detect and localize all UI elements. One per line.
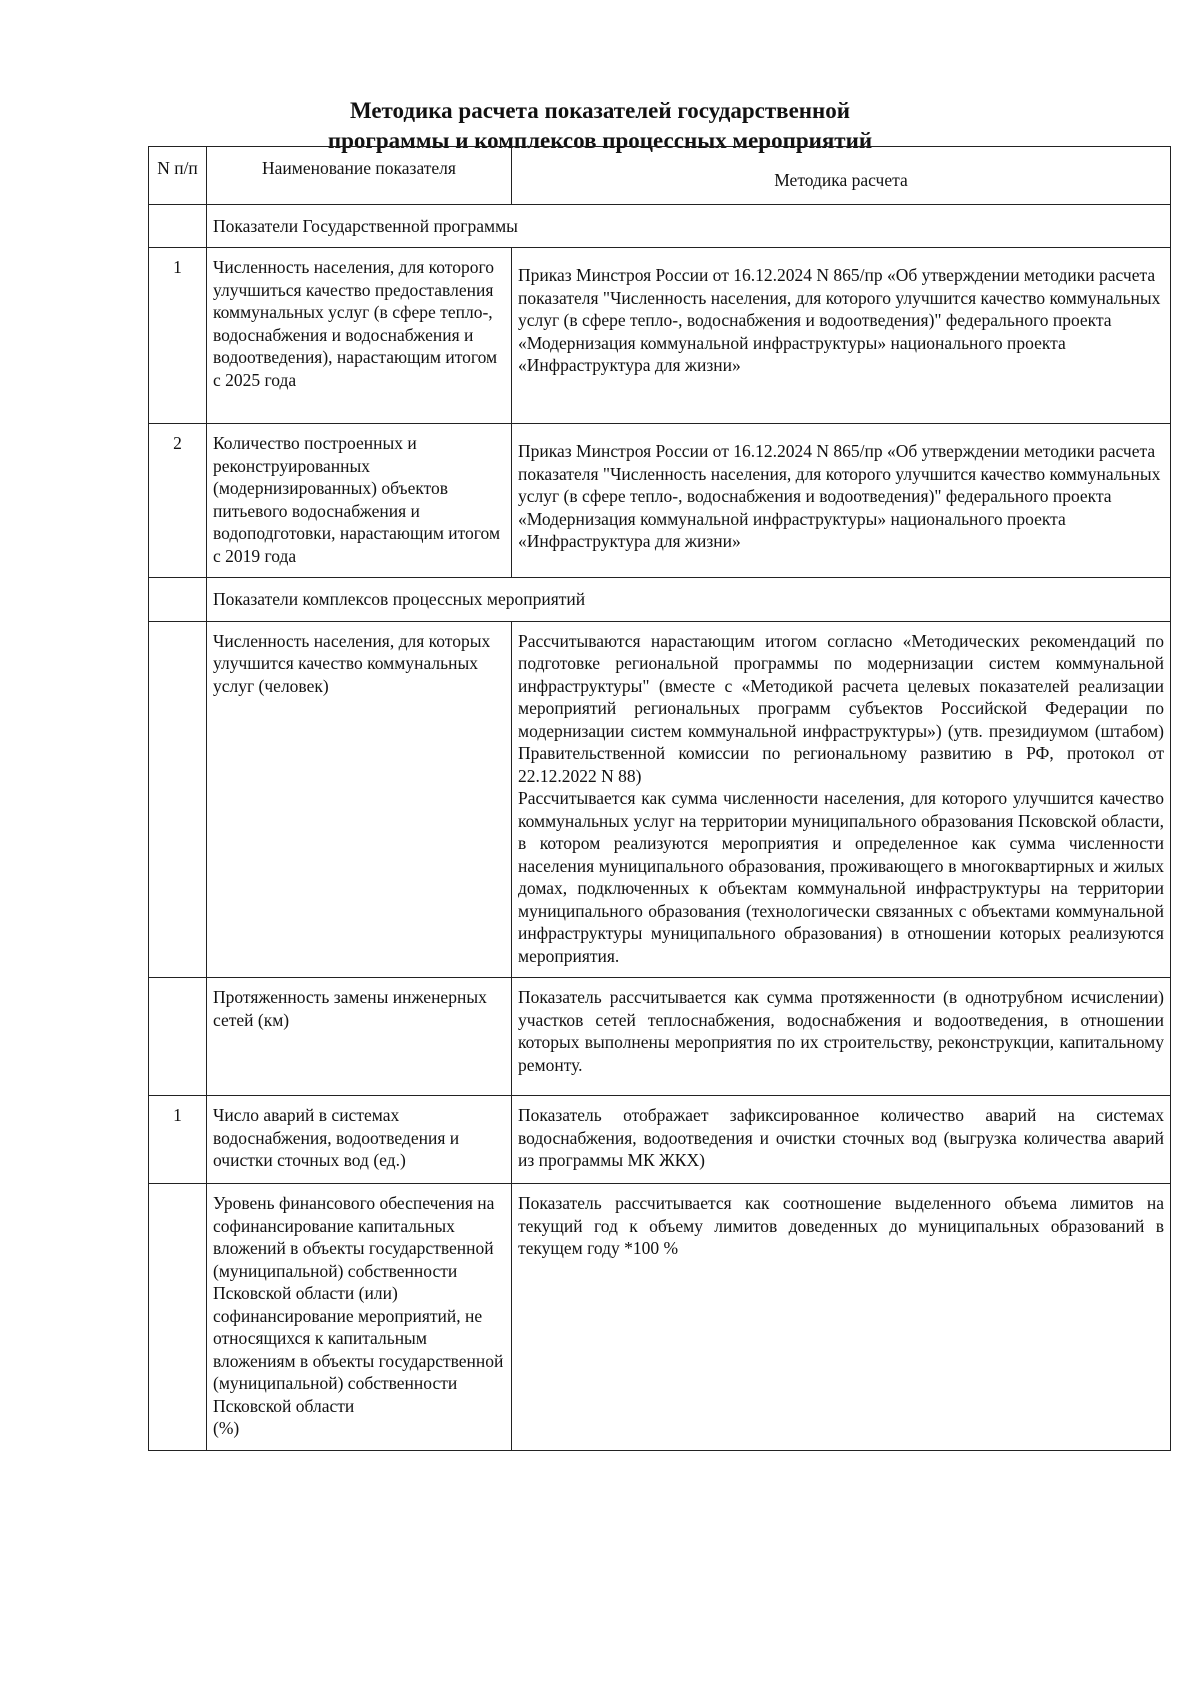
method-paragraph-1: Рассчитываются нарастающим итогом согласно «Методических рекомендаций по подготовке региональной программы по модернизации систем коммунальной инфраструктуры" (вместе с «Методикой расчета целевых показателей реализации мероприятий региональных программ субъектов Российской Федерации по модернизации систем коммунальной инфраструктуры») (утв. президиумом (штабом) Правительственной комиссии по региональному развитию в РФ, протокол от 22.12.2022 N 88) [518, 630, 1164, 786]
row-method [512, 621, 1171, 978]
section-row-process-complexes [149, 578, 1171, 622]
row-num: 1 [149, 248, 207, 424]
section-num-empty [149, 578, 207, 622]
row-indicator-name: Число аварий в системах водоснабжения, водоотведения и очистки сточных вод (ед.) [207, 1096, 512, 1184]
row-indicator-name: Численность населения, для которого улучшиться качество предоставления коммунальных услуг (в сфере тепло-, водоснабжения и водоснабжения и водоотведения), нарастающим итогом с 2025 года [207, 248, 512, 424]
row-indicator-name: Количество построенных и реконструированных (модернизированных) объектов питьевого водоснабжения и водоподготовки, нарастающим итогом с 2019 года [207, 424, 512, 578]
table-header-row [149, 147, 1171, 205]
section-title: Показатели комплексов процессных мероприятий [207, 578, 1171, 622]
table-row [149, 978, 1171, 1096]
table-row [149, 621, 1171, 978]
row-num: 1 [149, 1096, 207, 1184]
row-num: 2 [149, 424, 207, 578]
methodology-table [148, 146, 1171, 1451]
header-name: Наименование показателя [207, 147, 512, 205]
row-method: Показатель отображает зафиксированное количество аварий на системах водоснабжения, водоотведения и очистки сточных вод (выгрузка количества аварий из программы МК ЖКХ) [512, 1096, 1171, 1184]
header-num: N п/п [149, 147, 207, 205]
section-row-state-program [149, 204, 1171, 248]
header-method: Методика расчета [512, 147, 1171, 205]
section-num-empty [149, 204, 207, 248]
table-row [149, 1184, 1171, 1451]
row-num [149, 621, 207, 978]
title-line-2: программы и комплексов процессных мероприятий [327, 128, 873, 153]
table-row [149, 248, 1171, 424]
table-row [149, 424, 1171, 578]
table-row [149, 1096, 1171, 1184]
method-paragraph-2: Рассчитывается как сумма численности населения, для которого улучшится качество коммунальных услуг на территории муниципального образования Псковской области, в котором реализуются мероприятия и определенное как сумма численности населения муниципального образования, проживающего в многоквартирных и жилых домах, подключенных к объектам коммунальной инфраструктуры на территории муниципального образования (технологически связанных с объектами коммунальной инфраструктуры муниципального образования) в отношении которых реализуются мероприятия. [518, 788, 1164, 966]
row-indicator-name: Численность населения, для которых улучшится качество коммунальных услуг (человек) [207, 621, 512, 978]
row-indicator-name: Уровень финансового обеспечения на софинансирование капитальных вложений в объекты государственной (муниципальной) собственности Псковской области (или) софинансирование мероприятий, не относящихся к капитальным вложениям в объекты государственной (муниципальной) собственности Псковской области (%) [207, 1184, 512, 1451]
title-line-1: Методика расчета показателей государственной [349, 98, 851, 123]
row-num [149, 1184, 207, 1451]
row-indicator-name: Протяженность замены инженерных сетей (км) [207, 978, 512, 1096]
row-method: Приказ Минстроя России от 16.12.2024 N 865/пр «Об утверждении методики расчета показателя "Численность населения, для которого улучшится качество коммунальных услуг (в сфере тепло-, водоснабжения и водоотведения)" федерального проекта «Модернизация коммунальной инфраструктуры» национального проекта «Инфраструктура для жизни» [512, 424, 1171, 578]
row-method: Показатель рассчитывается как сумма протяженности (в однотрубном исчислении) участков сетей теплоснабжения, водоснабжения и водоотведения, в отношении которых выполнены мероприятия по их строительству, реконструкции, капитальному ремонту. [512, 978, 1171, 1096]
row-method: Приказ Минстроя России от 16.12.2024 N 865/пр «Об утверждении методики расчета показателя "Численность населения, для которого улучшится качество коммунальных услуг (в сфере тепло-, водоснабжения и водоотведения)" федерального проекта «Модернизация коммунальной инфраструктуры» национального проекта «Инфраструктура для жизни» [512, 248, 1171, 424]
section-title: Показатели Государственной программы [207, 204, 1171, 248]
row-num [149, 978, 207, 1096]
row-method: Показатель рассчитывается как соотношение выделенного объема лимитов на текущий год к объему лимитов доведенных до муниципальных образований в текущем году *100 % [512, 1184, 1171, 1451]
